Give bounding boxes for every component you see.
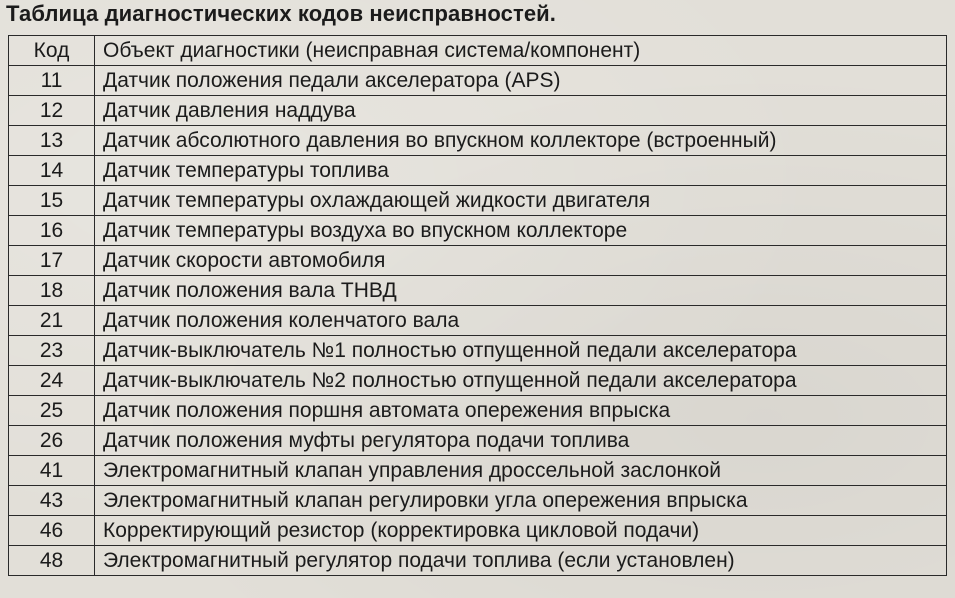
object-cell: Датчик температуры охлаждающей жидкости двигателя [95,186,947,216]
code-cell: 13 [9,126,95,156]
column-header-object: Объект диагностики (неисправная система/компонент) [95,36,947,66]
diagnostic-codes-table [8,35,947,576]
table-row [9,306,947,336]
object-cell: Датчик абсолютного давления во впускном коллекторе (встроенный) [95,126,947,156]
object-cell: Датчик температуры топлива [95,156,947,186]
page-title: Таблица диагностических кодов неисправностей. [6,1,556,26]
code-cell: 11 [9,66,95,96]
object-cell: Датчик скорости автомобиля [95,246,947,276]
table-row [9,216,947,246]
object-cell: Датчик-выключатель №2 полностью отпущенной педали акселератора [95,366,947,396]
table-row [9,426,947,456]
table-row [9,396,947,426]
table-row [9,276,947,306]
code-cell: 24 [9,366,95,396]
table-row [9,66,947,96]
code-cell: 23 [9,336,95,366]
code-cell: 48 [9,546,95,576]
table-row [9,336,947,366]
object-cell: Электромагнитный регулятор подачи топлива (если установлен) [95,546,947,576]
table-header-row [9,36,947,66]
code-cell: 14 [9,156,95,186]
table-row [9,516,947,546]
object-cell: Корректирующий резистор (корректировка цикловой подачи) [95,516,947,546]
code-cell: 12 [9,96,95,126]
table-row [9,126,947,156]
code-cell: 16 [9,216,95,246]
object-cell: Датчик положения вала ТНВД [95,276,947,306]
code-cell: 18 [9,276,95,306]
object-cell: Датчик положения поршня автомата опережения впрыска [95,396,947,426]
code-cell: 25 [9,396,95,426]
code-cell: 46 [9,516,95,546]
table-row [9,156,947,186]
table-row [9,546,947,576]
table-row [9,186,947,216]
code-cell: 43 [9,486,95,516]
object-cell: Электромагнитный клапан регулировки угла опережения впрыска [95,486,947,516]
object-cell: Датчик положения муфты регулятора подачи топлива [95,426,947,456]
code-cell: 15 [9,186,95,216]
column-header-code: Код [9,36,95,66]
table-row [9,456,947,486]
object-cell: Датчик положения коленчатого вала [95,306,947,336]
code-cell: 17 [9,246,95,276]
object-cell: Датчик температуры воздуха во впускном коллекторе [95,216,947,246]
code-cell: 21 [9,306,95,336]
object-cell: Датчик давления наддува [95,96,947,126]
table-row [9,486,947,516]
object-cell: Датчик-выключатель №1 полностью отпущенной педали акселератора [95,336,947,366]
table-row [9,246,947,276]
object-cell: Датчик положения педали акселератора (APS) [95,66,947,96]
table-row [9,96,947,126]
table-row [9,366,947,396]
code-cell: 41 [9,456,95,486]
object-cell: Электромагнитный клапан управления дроссельной заслонкой [95,456,947,486]
code-cell: 26 [9,426,95,456]
